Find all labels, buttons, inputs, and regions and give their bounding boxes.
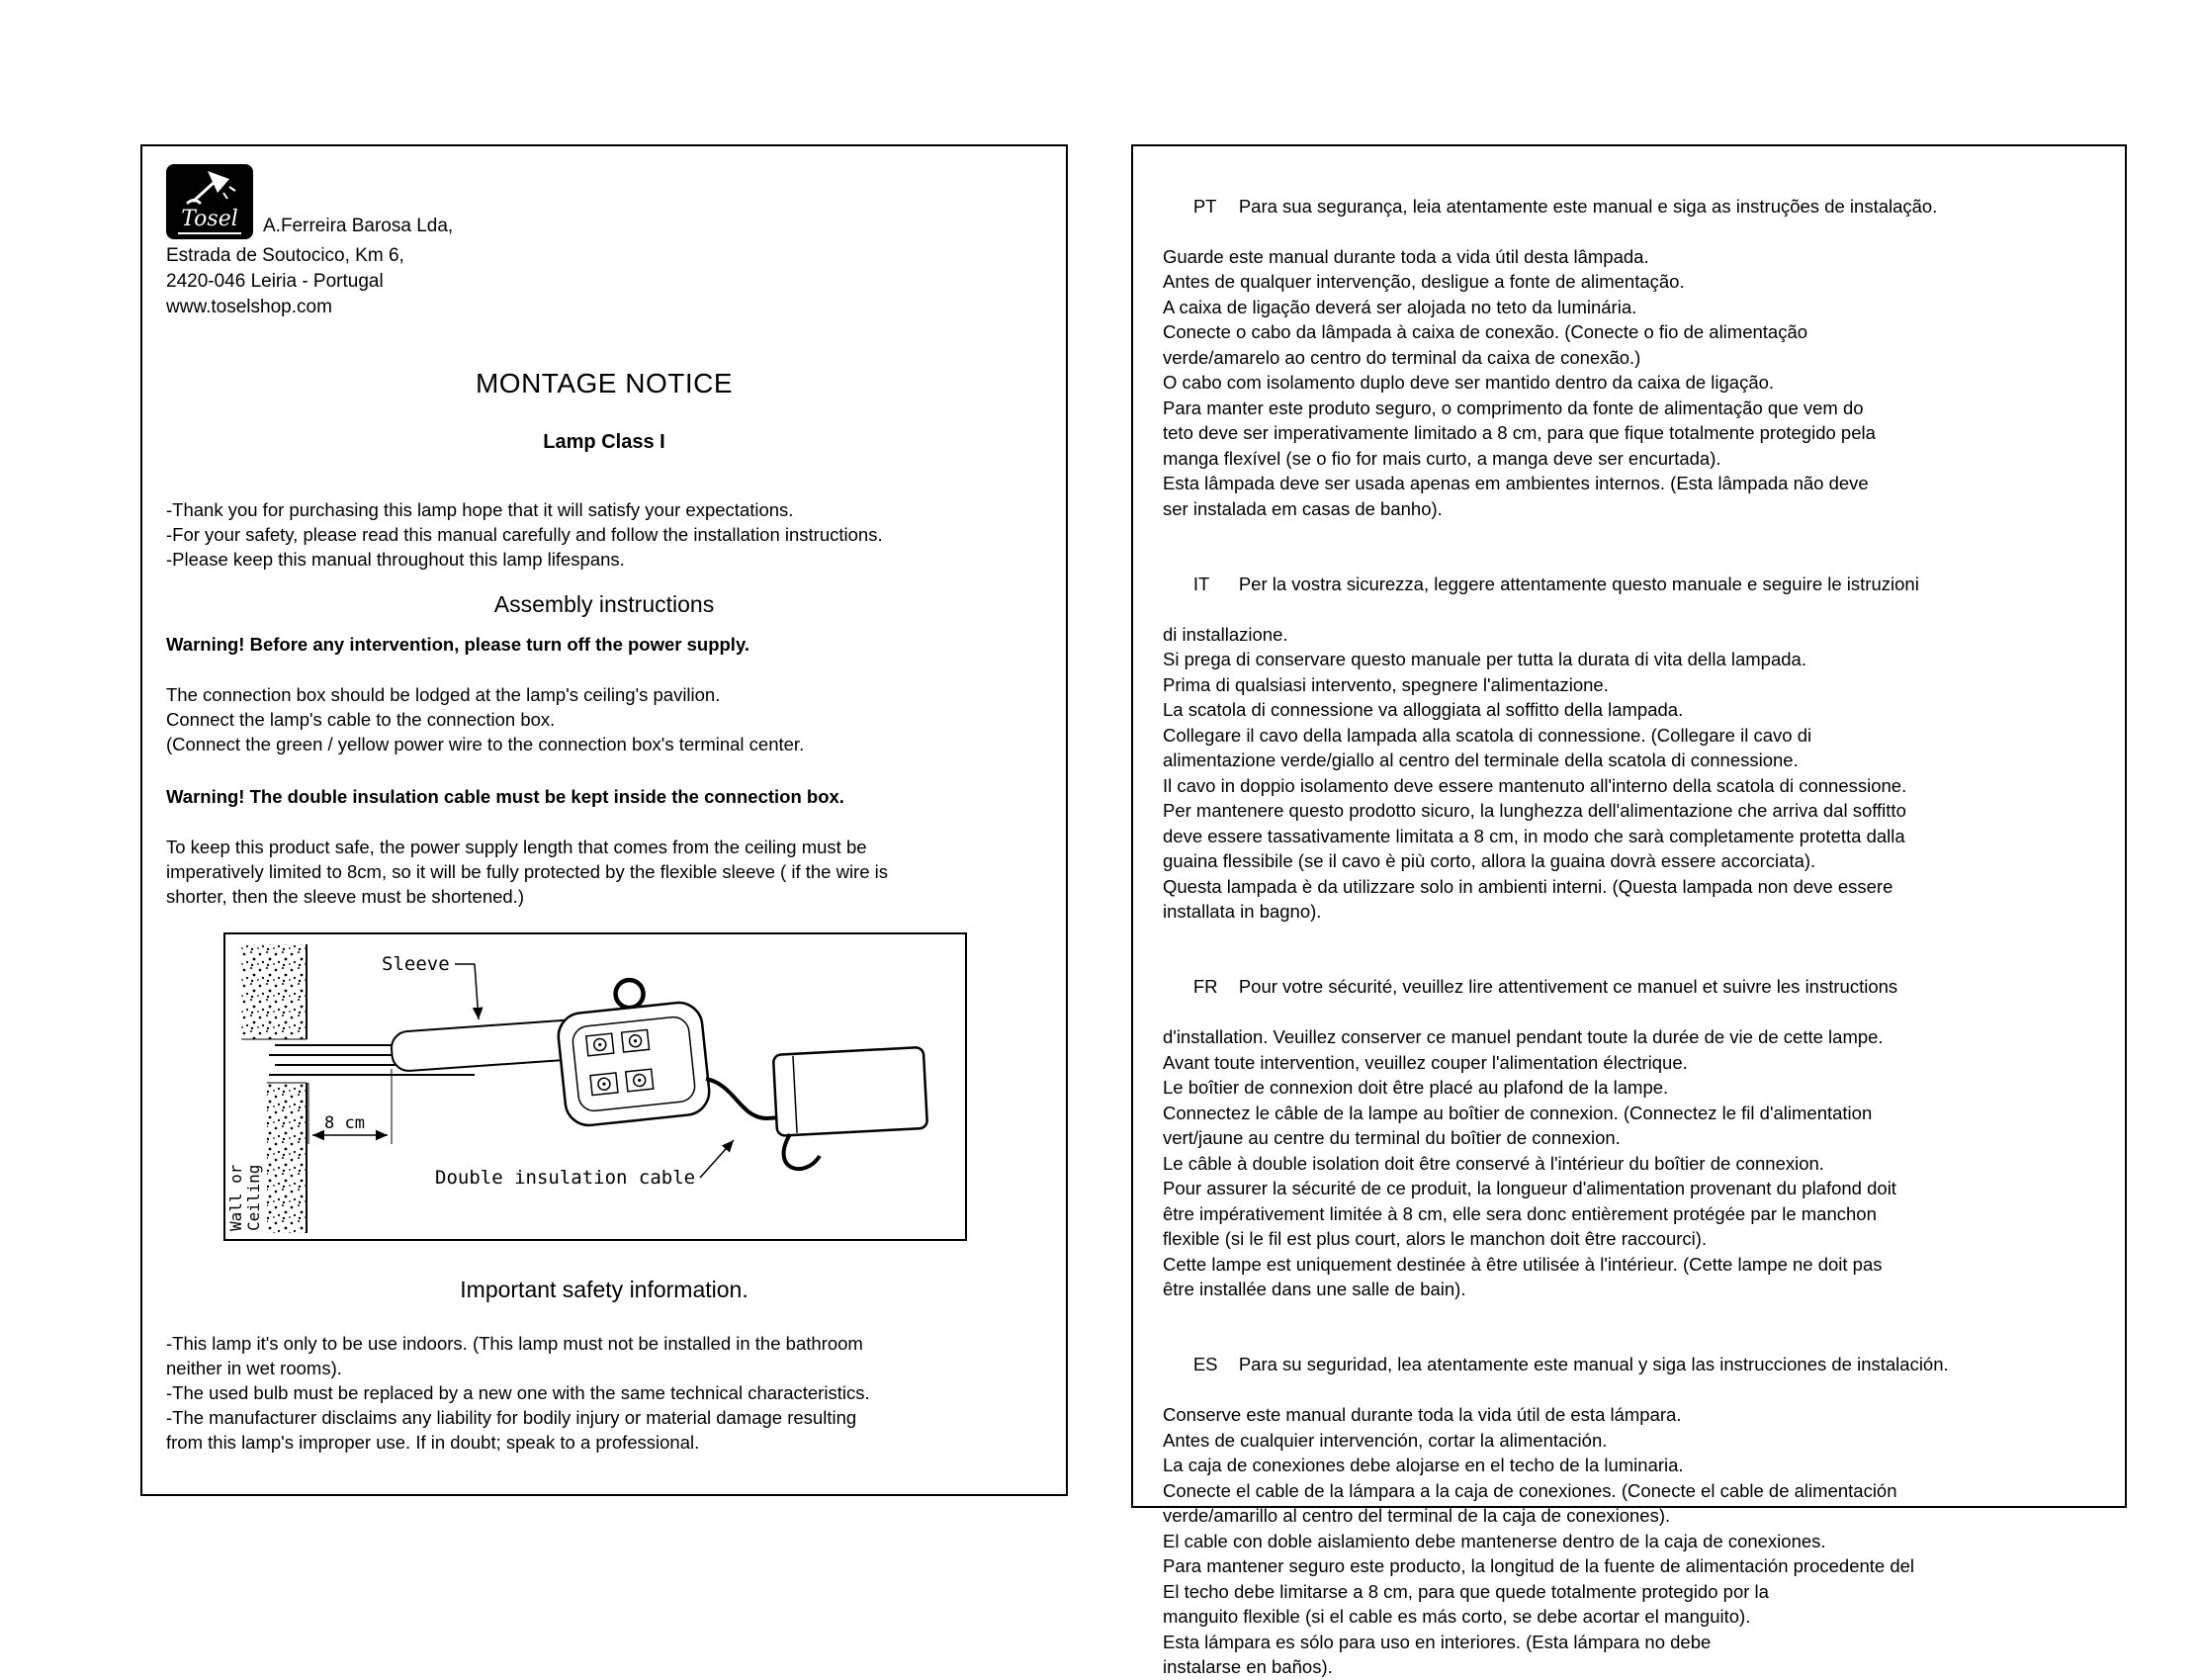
text-line: Esta lámpara es sólo para uso en interiores. (Esta lámpara no debe [1163,1631,1712,1652]
text-line: être impérativement limitée à 8 cm, elle sera donc entièrement protégée par le manchon [1163,1202,1877,1224]
brand-row [166,162,1042,239]
text-line: guaina flessibile (se il cavo è più corto, allora la guaina dovrà essere accorciata). [1163,850,1816,871]
text-line: manga flexível (se o fio for mais curto, a manga deve ser encurtada). [1163,447,1721,469]
sleeve-label: Sleeve [382,953,450,975]
text-line: verde/amarelo ao centro do terminal da caixa de conexão.) [1163,346,1641,368]
wall-label-group [226,1164,263,1231]
text-line: La caja de conexiones debe alojarse en el techo de la luminaria. [1163,1455,1684,1475]
text-line: A caixa de ligação deverá ser alojada no teto da luminária. [1163,296,1637,317]
desk-lamp-icon [178,169,239,209]
text-line [1163,546,2095,622]
assembly-heading: Assembly instructions [493,591,715,617]
text: Per la vostra sicurezza, leggere attentamente questo manuale e seguire le istruzioni [1238,573,1919,594]
language-code-es: ES [1192,1354,1218,1374]
text-line: O cabo com isolamento duplo deve ser mantido dentro da caixa de ligação. [1163,372,1775,393]
page-left [140,144,1068,1496]
sleeve-label-group [382,953,479,1019]
text-line: imperatively limited to 8cm, so it will be fully protected by the flexible sleeve ( if the wire is [166,861,889,882]
text-line: shorter, then the sleeve must be shortened.) [166,886,524,907]
cable-label: Double insulation cable [435,1167,696,1189]
text-line: di installazione. [1163,623,1288,645]
company-name: A.Ferreira Barosa Lda, [263,216,454,236]
company-address [166,243,1042,320]
text-line [1163,168,2095,244]
text-line: -The used bulb must be replaced by a new one with the same technical characteristics. [166,1382,870,1403]
connection-box [554,973,712,1127]
text-line: -Thank you for purchasing this lamp hope that it will satisfy your expectations. [166,499,794,520]
text-line: deve essere tassativamente limitata a 8 cm, in modo che sarà completamente protetta dalla [1163,825,1905,846]
address-line: Estrada de Soutocico, Km 6, [166,245,404,266]
text-line: être installée dans une salle de bain). [1163,1279,1466,1299]
wall-label-line1: Wall or [226,1164,245,1231]
text-line [1163,1327,2095,1403]
document-subtitle: Lamp Class I [543,431,665,453]
section-lines [1163,1402,2095,1680]
text-line: Avant toute intervention, veuillez couper l'alimentation électrique. [1163,1051,1688,1073]
text-line: Conecte o cabo da lâmpada à caixa de conexão. (Conecte o fio de alimentação [1163,321,1808,342]
text-line: flexible (si le fil est plus court, alors le manchon doit être raccourci). [1163,1228,1708,1249]
dimension-8cm [308,1069,392,1144]
text-line: Para manter este produto seguro, o comprimento da fonte de alimentação que vem do [1163,397,1864,418]
text-line: Questa lampada è da utilizzare solo in ambienti interni. (Questa lampada non deve essere [1163,875,1893,897]
text: Pour votre sécurité, veuillez lire attentivement ce manuel et suivre les instructions [1238,976,1898,997]
text-line: Collegare il cavo della lampada alla scatola di connessione. (Collegare il cavo di [1163,724,1812,746]
text-line: installata in bagno). [1163,901,1322,922]
website-text: www.toselshop.com [166,297,332,317]
text-line: verde/amarillo al centro del terminal de la caja de conexiones). [1163,1505,1671,1526]
wall-label-line2: Ceiling [244,1164,263,1231]
text-line: -The manufacturer disclaims any liability for bodily injury or material damage resulting [166,1407,857,1428]
section-pt [1163,168,2095,521]
intro-paragraph [166,497,1042,572]
tosel-logo [166,164,253,239]
text-line: neither in wet rooms). [166,1358,342,1378]
text-line: teto deve ser imperativamente limitado a 8 cm, para que fique totalmente protegido pela [1163,422,1876,443]
text-line: Per mantenere questo prodotto sicuro, la lunghezza dell'alimentazione che arriva dal soffitto [1163,800,1906,821]
text-line: Antes de cualquier intervención, cortar la alimentación. [1163,1429,1608,1451]
text-line: Le boîtier de connexion doit être placé au plafond de la lampe. [1163,1077,1669,1098]
text-line: Prima di qualsiasi intervento, spegnere l'alimentazione. [1163,673,1609,695]
address-line: 2420-046 Leiria - Portugal [166,271,384,292]
text: Para sua segurança, leia atentamente este manual e siga as instruções de instalação. [1238,195,1938,217]
language-code-fr: FR [1192,976,1218,997]
text-line: Pour assurer la sécurité de ce produit, la longueur d'alimentation provenant du plafond doit [1163,1178,1896,1198]
warning-power-supply: Warning! Before any intervention, please turn off the power supply. [166,634,750,655]
text-line: Connectez le câble de la lampe au boîtier de connexion. (Connectez le fil d'alimentation [1163,1102,1873,1123]
text-line: Esta lâmpada deve ser usada apenas em ambientes internos. (Esta lâmpada não deve [1163,473,1869,493]
dimension-label: 8 cm [324,1113,365,1133]
section-es [1163,1327,2095,1680]
cable-label-group [435,1140,734,1189]
text-line: The connection box should be lodged at the lamp's ceiling's pavilion. [166,684,721,705]
section-lines [1163,244,2095,522]
safety-heading: Important safety information. [460,1277,748,1302]
document-title: MONTAGE NOTICE [475,368,734,398]
section-fr [1163,949,2095,1302]
text-line: Cette lampe est uniquement destinée à être utilisée à l'intérieur. (Cette lampe ne doit pas [1163,1253,1883,1275]
text-line: To keep this product safe, the power supply length that comes from the ceiling must be [166,837,867,857]
safety-paragraph [166,1331,1042,1455]
text-line: Para mantener seguro este producto, la longitud de la fuente de alimentación procedente del [1163,1555,1915,1576]
text-line: -Please keep this manual throughout this lamp lifespans. [166,549,625,570]
text-line: Il cavo in doppio isolamento deve essere mantenuto all'interno della scatola di connessione. [1163,774,1907,796]
text-line: Si prega di conservare questo manuale per tutta la durata di vita della lampada. [1163,649,1806,669]
section-lines [1163,1024,2095,1302]
text-line: d'installation. Veuillez conserver ce manuel pendant toute la durée de vie de cette lampe. [1163,1026,1884,1047]
text-line: La scatola di connessione va alloggiata al soffitto della lampada. [1163,699,1684,720]
installation-diagram [223,932,967,1241]
warning-insulation: Warning! The double insulation cable must be kept inside the connection box. [166,786,844,807]
canopy-box [773,1047,927,1136]
language-code-it: IT [1192,573,1210,594]
assembly-paragraph-1 [166,682,1042,756]
text-line: Conecte el cable de la lámpara a la caja de conexiones. (Conecte el cable de alimentación [1163,1479,1897,1501]
section-it [1163,546,2095,925]
text-line: -This lamp it's only to be use indoors. (This lamp must not be installed in the bathroom [166,1333,863,1354]
text-line: Le câble à double isolation doit être conservé à l'intérieur du boîtier de connexion. [1163,1152,1824,1174]
text-line: ser instalada em casas de banho). [1163,497,1443,519]
text-line: -For your safety, please read this manual carefully and follow the installation instructions. [166,524,883,545]
text-line: Antes de qualquer intervenção, desligue a fonte de alimentação. [1163,271,1685,292]
text-line: vert/jaune au centre du terminal du boîtier de connexion. [1163,1127,1621,1148]
brand-name: Tosel [178,208,241,234]
cable-tail [784,1134,820,1169]
text-line: from this lamp's improper use. If in doubt; speak to a professional. [166,1432,700,1453]
text-line: El cable con doble aislamiento debe mantenerse dentro de la caja de conexiones. [1163,1530,1826,1551]
text-line: Guarde este manual durante toda a vida útil desta lâmpada. [1163,245,1649,267]
section-lines [1163,622,2095,925]
text-line: (Connect the green / yellow power wire to the connection box's terminal center. [166,734,805,754]
text-line: alimentazione verde/giallo al centro del terminale della scatola di connessione. [1163,750,1799,770]
text: Para su seguridad, lea atentamente este manual y siga las instrucciones de instalación. [1238,1354,1949,1374]
text-line: instalarse en baños). [1163,1656,1333,1677]
language-code-pt: PT [1192,195,1217,217]
page-right [1131,144,2127,1677]
text-line: manguito flexible (si el cable es más corto, se debe acortar el manguito). [1163,1606,1751,1627]
text-line: El techo debe limitarse a 8 cm, para que quede totalmente protegido por la [1163,1580,1769,1602]
text-line: Conserve este manual durante toda la vida útil de esta lámpara. [1163,1404,1682,1425]
assembly-paragraph-2 [166,835,1042,909]
text-line [1163,949,2095,1025]
text-line: Connect the lamp's cable to the connection box. [166,709,556,730]
